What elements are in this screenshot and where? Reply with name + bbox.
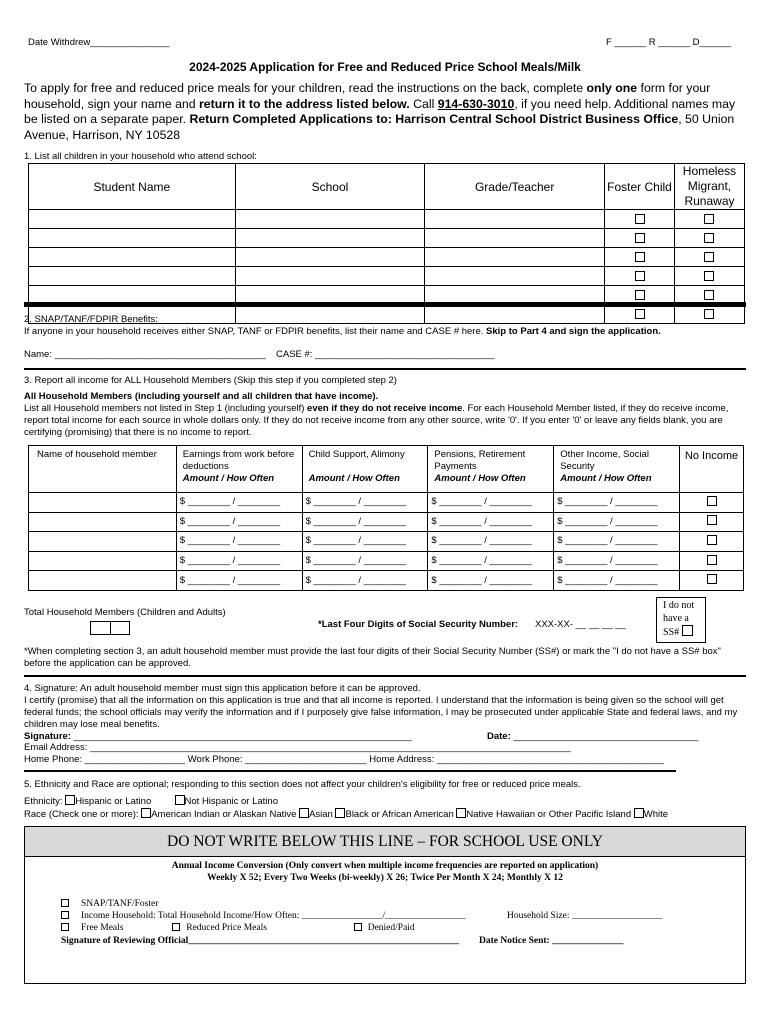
email-field[interactable]: Email Address: ___________________________________________________________________________________________ [24, 742, 571, 753]
col-student-name: Student Name [29, 164, 236, 210]
section-divider [24, 368, 746, 370]
income-table [28, 445, 744, 591]
school-cell[interactable] [235, 248, 425, 267]
homeless-checkbox[interactable] [704, 309, 714, 319]
col-school: School [235, 164, 425, 210]
step3-label: 3. Report all income for ALL Household Members (Skip this step if you completed step 2) [24, 375, 397, 386]
grade-cell[interactable] [425, 248, 605, 267]
table-row [29, 493, 744, 513]
foster-checkbox[interactable] [635, 309, 645, 319]
no-ssn-box: I do not have a SS# [656, 597, 706, 643]
certify-text: I certify (promise) that all the information on this application is true and that all income is reported. I understand that the information is being given so the school will get federal funds; the school officials may verify the information and if I purposely give false information, I may be prosecuted under applicable State and federal laws, and my children may lose meal benefits. [24, 695, 738, 730]
table-row [29, 551, 744, 571]
help-phone: 914-630-3010 [437, 96, 515, 111]
col-homeless: Homeless Migrant, Runaway [674, 164, 744, 210]
race-white-checkbox[interactable] [634, 808, 644, 818]
no-income-checkbox[interactable] [707, 574, 717, 584]
col-foster-child: Foster Child [605, 164, 675, 210]
date-withdrew[interactable]: Date Withdrew_______________ [28, 37, 170, 48]
no-income-checkbox[interactable] [707, 535, 717, 545]
table-row [29, 210, 745, 229]
other-income-cell[interactable]: $ ________ / ________ [554, 512, 680, 532]
other-income-cell[interactable]: $ ________ / ________ [554, 571, 680, 591]
col-no-income: No Income [680, 446, 744, 493]
earnings-cell[interactable]: $ ________ / ________ [176, 512, 302, 532]
grade-cell[interactable] [425, 210, 605, 229]
children-table [28, 163, 745, 324]
household-size-field[interactable]: Household Size: ___________________ [507, 911, 663, 921]
determination-row: Free Meals Reduced Price Meals Denied/Paid [61, 922, 415, 934]
foster-checkbox[interactable] [635, 233, 645, 243]
not-hispanic-checkbox[interactable] [175, 795, 185, 805]
table-row [29, 512, 744, 532]
total-members-label: Total Household Members (Children and Adults) [24, 607, 226, 618]
no-income-checkbox[interactable] [707, 555, 717, 565]
col-member-name: Name of household member [29, 446, 177, 493]
table-row [29, 248, 745, 267]
no-income-checkbox[interactable] [707, 515, 717, 525]
income-household-checkbox[interactable] [61, 911, 69, 919]
step2-label: 2. SNAP/TANF/FDPIR Benefits: [24, 314, 158, 325]
other-income-cell[interactable]: $ ________ / ________ [554, 532, 680, 552]
grade-cell[interactable] [425, 229, 605, 248]
student-name-cell[interactable] [29, 267, 236, 286]
school-use-banner: DO NOT WRITE BELOW THIS LINE – FOR SCHOOL USE ONLY [25, 827, 745, 857]
member-name-cell[interactable] [29, 493, 177, 513]
income-household-row: Income Household: Total Household Income/How Often: _________________/_________________ [61, 910, 466, 922]
section-divider [24, 675, 746, 677]
child-support-cell[interactable]: $ ________ / ________ [302, 493, 428, 513]
page-title: 2024-2025 Application for Free and Reduced Price School Meals/Milk [189, 60, 581, 74]
foster-checkbox[interactable] [635, 252, 645, 262]
school-cell[interactable] [235, 305, 425, 324]
ethnicity-row: Ethnicity: Hispanic or Latino Not Hispanic or Latino [24, 796, 278, 807]
total-members-field[interactable] [90, 621, 130, 635]
other-income-cell[interactable]: $ ________ / ________ [554, 493, 680, 513]
grade-cell[interactable] [425, 267, 605, 286]
school-cell[interactable] [235, 229, 425, 248]
student-name-cell[interactable] [29, 210, 236, 229]
member-name-cell[interactable] [29, 512, 177, 532]
step1-label: 1. List all children in your household who attend school: [24, 151, 257, 162]
official-signature-field[interactable]: Signature of Reviewing Official_________________________________________________________ [61, 936, 460, 946]
race-black-checkbox[interactable] [335, 808, 345, 818]
table-row [29, 532, 744, 552]
table-row [29, 571, 744, 591]
earnings-cell[interactable]: $ ________ / ________ [176, 571, 302, 591]
homeless-checkbox[interactable] [704, 214, 714, 224]
reduced-checkbox[interactable] [172, 923, 180, 931]
school-use-box [24, 826, 746, 984]
grade-cell[interactable] [425, 305, 605, 324]
phone-address-fields[interactable]: Home Phone: ___________________ Work Phone: _______________________ Home Address: ___________________________________________ [24, 754, 665, 765]
section-divider [24, 302, 746, 307]
homeless-checkbox[interactable] [704, 252, 714, 262]
snap-checkbox[interactable] [61, 899, 69, 907]
hispanic-checkbox[interactable] [65, 795, 75, 805]
earnings-cell[interactable]: $ ________ / ________ [176, 551, 302, 571]
race-asian-checkbox[interactable] [299, 808, 309, 818]
snap-case-field[interactable]: CASE #: __________________________________ [276, 349, 495, 360]
date-notice-field[interactable]: Date Notice Sent: _______________ [479, 936, 624, 946]
earnings-cell[interactable]: $ ________ / ________ [176, 493, 302, 513]
foster-checkbox[interactable] [635, 290, 645, 300]
student-name-cell[interactable] [29, 229, 236, 248]
homeless-checkbox[interactable] [704, 271, 714, 281]
table-row [29, 267, 745, 286]
free-meals-checkbox[interactable] [61, 923, 69, 931]
table-row [29, 229, 745, 248]
race-american-indian-checkbox[interactable] [141, 808, 151, 818]
step3-text: List all Household members not listed in Step 1 (including yourself) even if they do not receive income. For each Household Member listed, if they do receive income, report total income for each source in whole dollars only. If they do not receive income from any other source, write '0'. If you enter '0' or leave any fields blank, you are certifying (promising) that there is no income to report. [24, 403, 729, 438]
pensions-cell[interactable]: $ ________ / ________ [428, 493, 554, 513]
no-ssn-checkbox[interactable] [682, 625, 693, 636]
school-cell[interactable] [235, 210, 425, 229]
ssn-field[interactable]: XXX-XX- __ __ __ __ [535, 619, 626, 630]
homeless-checkbox[interactable] [704, 290, 714, 300]
col-other-income: Other Income, Social Security Amount / How Often [554, 446, 680, 493]
section-divider [24, 770, 676, 772]
child-support-cell[interactable]: $ ________ / ________ [302, 512, 428, 532]
member-name-cell[interactable] [29, 532, 177, 552]
school-cell[interactable] [235, 267, 425, 286]
step5-label: 5. Ethnicity and Race are optional; responding to this section does not affect your children's eligibility for free or reduced price meals. [24, 779, 581, 790]
pensions-cell[interactable]: $ ________ / ________ [428, 551, 554, 571]
homeless-checkbox[interactable] [704, 233, 714, 243]
race-row: Race (Check one or more): American Indian or Alaskan Native Asian Black or African American Native Hawaiian or Other Pacific Island White [24, 809, 669, 820]
col-grade-teacher: Grade/Teacher [425, 164, 605, 210]
denied-checkbox[interactable] [354, 923, 362, 931]
pensions-cell[interactable]: $ ________ / ________ [428, 532, 554, 552]
ssn-note: *When completing section 3, an adult household member must provide the last four digits of their Social Security Number (SS#) or mark the "I do not have a SS# box" before the application can be approved. [24, 646, 721, 669]
intro-text: To apply for free and reduced price meals for your children, read the instructions on the back, complete only one form for your household, sign your name and return it to the address listed below. Call 914-630-3010, if you need help. Additional names may be listed on a separate paper. Return Completed Applications to: Harrison Central School District Business Office, 50 Union Avenue, Harrison, NY 10528 [24, 81, 736, 142]
pensions-cell[interactable]: $ ________ / ________ [428, 512, 554, 532]
conversion-line-1: Annual Income Conversion (Only convert when multiple income frequencies are reported on application) [171, 861, 599, 871]
conversion-line-2: Weekly X 52; Every Two Weeks (bi-weekly) X 26; Twice Per Month X 24; Monthly X 12 [207, 873, 563, 883]
student-name-cell[interactable] [29, 248, 236, 267]
date-field[interactable]: Date: ___________________________________ [487, 731, 699, 742]
col-earnings: Earnings from work before deductions Amount / How Often [176, 446, 302, 493]
frd-codes[interactable]: F ______ R ______ D______ [606, 37, 732, 48]
member-name-cell[interactable] [29, 571, 177, 591]
snap-row: SNAP/TANF/Foster [61, 898, 158, 910]
pensions-cell[interactable]: $ ________ / ________ [428, 571, 554, 591]
step2-text: If anyone in your household receives either SNAP, TANF or FDPIR benefits, list their name and CASE # here. Skip to Part 4 and sign the application. [24, 326, 661, 337]
earnings-cell[interactable]: $ ________ / ________ [176, 532, 302, 552]
other-income-cell[interactable]: $ ________ / ________ [554, 551, 680, 571]
child-support-cell[interactable]: $ ________ / ________ [302, 551, 428, 571]
no-income-checkbox[interactable] [707, 496, 717, 506]
step3-bold: All Household Members (including yourself and all children that have income). [24, 391, 379, 402]
child-support-cell[interactable]: $ ________ / ________ [302, 532, 428, 552]
ssn-label: *Last Four Digits of Social Security Number: [318, 619, 519, 630]
snap-name-field[interactable]: Name: ________________________________________ [24, 349, 266, 360]
member-name-cell[interactable] [29, 551, 177, 571]
race-hawaiian-checkbox[interactable] [456, 808, 466, 818]
foster-checkbox[interactable] [635, 214, 645, 224]
step4-label: 4. Signature: An adult household member must sign this application before it can be approved. [24, 683, 421, 694]
col-pensions: Pensions, Retirement Payments Amount / How Often [428, 446, 554, 493]
col-child-support: Child Support, Alimony Amount / How Often [302, 446, 428, 493]
foster-checkbox[interactable] [635, 271, 645, 281]
child-support-cell[interactable]: $ ________ / ________ [302, 571, 428, 591]
signature-field[interactable]: Signature: ________________________________________________________________ [24, 731, 412, 742]
